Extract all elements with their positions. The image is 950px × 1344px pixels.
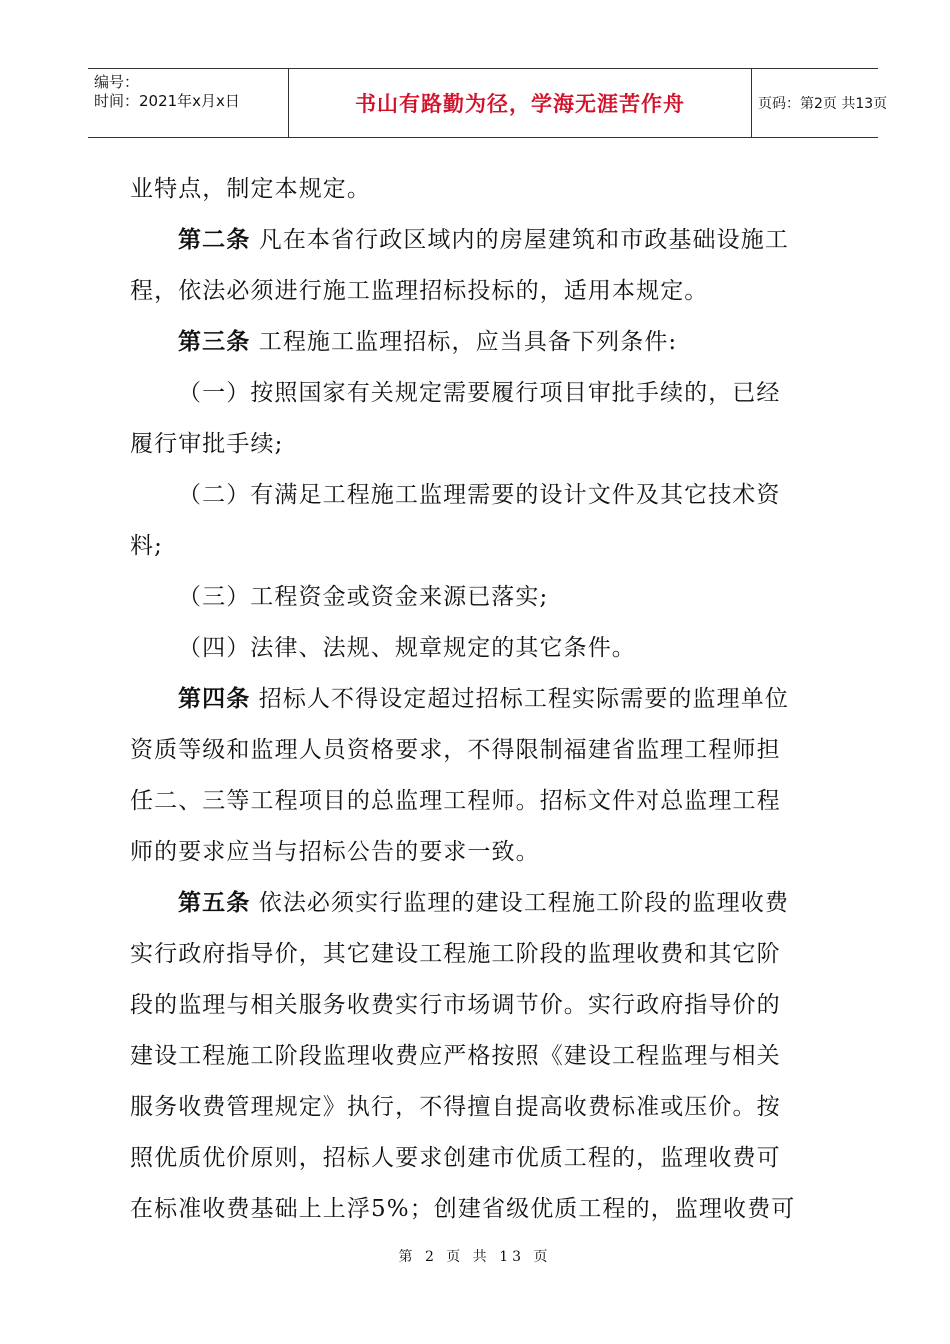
- text-line: [130, 725, 830, 776]
- page-footer: 第 2 页 共 13 页: [398, 1249, 552, 1265]
- line-text: （一）按照国家有关规定需要履行项目审批手续的，已经: [178, 380, 781, 406]
- line-text: 在标准收费基础上上浮5%；创建省级优质工程的，监理收费可: [130, 1196, 796, 1222]
- article-number: 第四条: [178, 686, 251, 712]
- time-label: 时间：2021年x月x日: [94, 92, 240, 110]
- text-line: [130, 1133, 830, 1184]
- line-text: 工程施工监理招标，应当具备下列条件:: [250, 329, 678, 355]
- header-meta: [94, 73, 284, 111]
- line-text: 实行政府指导价，其它建设工程施工阶段的监理收费和其它阶: [130, 941, 781, 967]
- text-line: [130, 878, 830, 929]
- line-text: 招标人不得设定超过招标工程实际需要的监理单位: [250, 686, 789, 712]
- line-text: 资质等级和监理人员资格要求，不得限制福建省监理工程师担: [130, 737, 781, 763]
- text-line: [130, 215, 830, 266]
- text-line: [130, 980, 830, 1031]
- header-motto: 书山有路勤为径，学海无涯苦作舟: [288, 69, 752, 137]
- line-text: 照优质优价原则，招标人要求创建市优质工程的，监理收费可: [130, 1145, 781, 1171]
- text-line: [130, 368, 830, 419]
- line-text: （三）工程资金或资金来源已落实;: [178, 584, 549, 610]
- line-text: 程，依法必须进行施工监理招标投标的，适用本规定。: [130, 278, 709, 304]
- line-text: 履行审批手续;: [130, 431, 284, 457]
- text-line: [130, 164, 830, 215]
- line-text: 建设工程施工阶段监理收费应严格按照《建设工程监理与相关: [130, 1043, 781, 1069]
- line-text: 任二、三等工程项目的总监理工程师。招标文件对总监理工程: [130, 788, 781, 814]
- line-text: （四）法律、法规、规章规定的其它条件。: [178, 635, 636, 661]
- text-line: [130, 317, 830, 368]
- line-text: 料;: [130, 533, 163, 559]
- document-body: [130, 164, 830, 1235]
- text-line: [130, 266, 830, 317]
- number-label: 编号：: [94, 73, 140, 91]
- text-line: [130, 827, 830, 878]
- line-text: 服务收费管理规定》执行，不得擅自提高收费标准或压价。按: [130, 1094, 781, 1120]
- page-header: [88, 68, 888, 138]
- text-line: [130, 929, 830, 980]
- line-text: （二）有满足工程施工监理需要的设计文件及其它技术资: [178, 482, 781, 508]
- text-line: [130, 623, 830, 674]
- text-line: [130, 1184, 830, 1235]
- line-text: 段的监理与相关服务收费实行市场调节价。实行政府指导价的: [130, 992, 781, 1018]
- text-line: [130, 419, 830, 470]
- article-number: 第三条: [178, 329, 251, 355]
- text-line: [130, 521, 830, 572]
- article-number: 第二条: [178, 227, 251, 253]
- article-number: 第五条: [178, 890, 251, 916]
- text-line: [130, 776, 830, 827]
- text-line: [130, 572, 830, 623]
- line-text: 业特点，制定本规定。: [130, 176, 371, 202]
- text-line: [130, 470, 830, 521]
- line-text: 凡在本省行政区域内的房屋建筑和市政基础设施工: [250, 227, 789, 253]
- text-line: [130, 1082, 830, 1133]
- text-line: [130, 1031, 830, 1082]
- line-text: 依法必须实行监理的建设工程施工阶段的监理收费: [250, 890, 789, 916]
- text-line: [130, 674, 830, 725]
- line-text: 师的要求应当与招标公告的要求一致。: [130, 839, 540, 865]
- header-page-info: 页码：第2页 共13页: [758, 96, 888, 112]
